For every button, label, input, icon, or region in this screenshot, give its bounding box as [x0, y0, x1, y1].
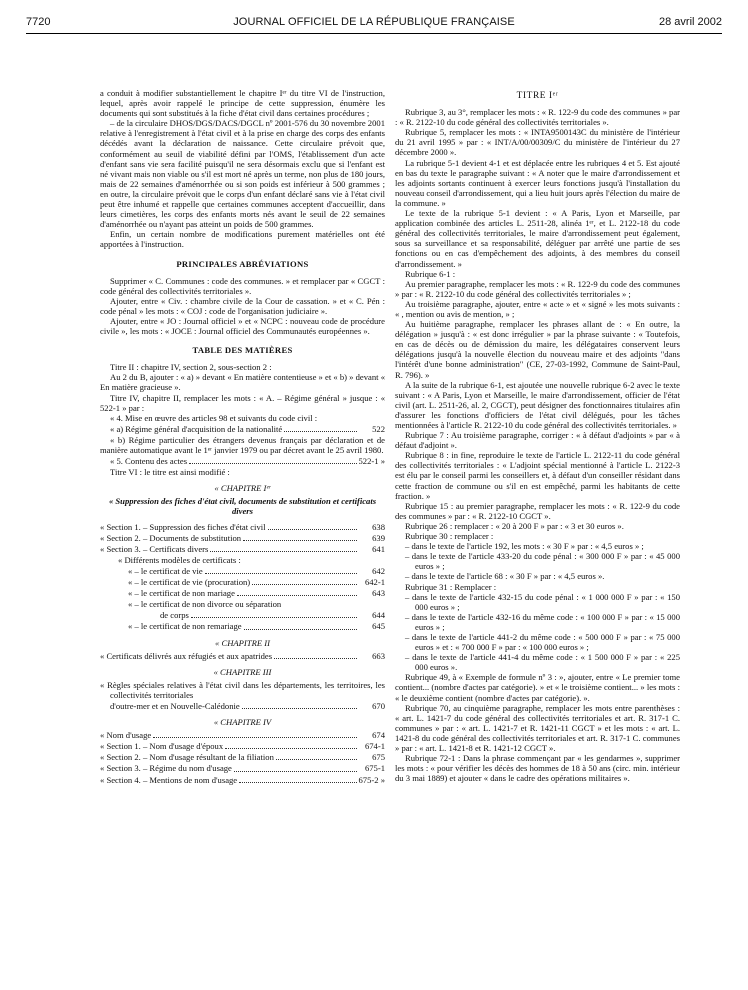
list-item: – dans le texte de l'article 441-2 du même code : « 500 000 F » par : « 75 000 euros » et : « 700 000 F » par : « 100 000 euros » ; [405, 631, 680, 653]
header-rule [26, 33, 722, 34]
list-item: – dans le texte de l'article 433-20 du code pénal : « 300 000 F » par : « 45 000 euros » ; [405, 551, 680, 572]
toc-entry: « 5. Contenu des actes 522-1 » [110, 456, 385, 467]
page-header [26, 15, 722, 31]
toc-entry: « a) Régime général d'acquisition de la nationalité 522 [110, 423, 385, 434]
page-number: 7720 [26, 16, 51, 28]
paragraph: a conduit à modifier substantiellement le chapitre Iᵉʳ du titre VI de l'instruction, lequel, après avoir rappelé le principe de cette suppression, énumère les documents qui sont substitués à la fiche d'état civil dans certaines procédures ; [100, 88, 385, 119]
paragraph: Rubrique 5, remplacer les mots : « INTA9500143C du ministère de l'intérieur du 21 avril 1995 » par : « INT/A/00/00309/C du ministère de l'intérieur du 27 décembre 2000 ». [395, 127, 680, 158]
paragraph: Ajouter, entre « JO : Journal officiel » et « NCPC : nouveau code de procédure civile », les mots : « JOCE : Journal officiel des Communautés européennes ». [100, 315, 385, 337]
toc-entry: « Section 3. – Régime du nom d'usage 675-1 [100, 763, 385, 774]
toc-entry: « Section 1. – Nom d'usage d'époux 674-1 [100, 741, 385, 752]
paragraph: « Différents modèles de certificats : [118, 554, 241, 565]
toc-entry: « – le certificat de vie 642 [128, 565, 385, 576]
chapter-heading: « CHAPITRE IV [213, 717, 272, 728]
toc-entry: de corps 644 [160, 610, 385, 621]
paragraph: Le texte de la rubrique 5-1 devient : « A Paris, Lyon et Marseille, par application combinée des articles L. 2511-28, alinéa 1ᵉʳ, et L. 2122-18 du code général des collectivités territoriales, le maire d'arrondissement peut également, sous sa surveillance et sa responsabilité, déléguer par arrêté une partie de ses fonctions ou en cas d'empêchement des adjoints, à des membres du conseil d'arrondissement. » [395, 208, 680, 269]
toc-entry: « – le certificat de non remariage 645 [128, 621, 385, 632]
paragraph: « b) Régime particulier des étrangers devenus français par déclaration et de manière automatique avant le 1ᵉʳ janvier 1979 ou par décret avant le 25 avril 1980. [100, 434, 385, 455]
toc-entry: « – le certificat de vie (procuration) 642-1 [128, 577, 385, 588]
toc-entry: « Nom d'usage 674 [100, 730, 385, 741]
list-item: – dans le texte de l'article 441-4 du même code : « 1 500 000 F » par : « 225 000 euros ». [405, 652, 680, 673]
paragraph: Rubrique 7 : Au troisième paragraphe, corriger : « à défaut d'adjoints » par « à défaut d'adjoint ». [395, 430, 680, 451]
paragraph: Rubrique 3, au 3°, remplacer les mots : « R. 122-9 du code des communes » par : « R. 2122-10 du code général des collectivités territoriales ». [395, 107, 680, 128]
paragraph: Au troisième paragraphe, ajouter, entre « acte » et « signé » les mots suivants : « , mention ou avis de mention, » ; [395, 298, 680, 319]
paragraph: Au premier paragraphe, remplacer les mots : « R. 122-9 du code des communes » par : « R. 2122-10 du code général des collectivités territoriales » ; [395, 278, 680, 299]
paragraph: – de la circulaire DHOS/DGS/DACS/DGCL nº 2001-576 du 30 novembre 2001 relative à l'enregistrement à l'état civil et à la prise en charge des corps des enfants décédés avant la déclaration de naissance. Cette circulaire prévoit que, conformément au seuil de viabilité défini par l'OMS, l'établissement d'un acte d'enfant sans vie sera facilité puisqu'il ne sera désormais exclu que si l'enfant est né vivant mais non viable ou s'il est mort né après un terme, non plus de 180 jours, mais de 22 semaines d'aménorrhée ou si son poids est inférieur à 500 grammes ; en outre, la circulaire prévoit que le corps d'un enfant déclaré sans vie à l'état civil peut être inhumé et rappelle que certaines communes acceptent d'accueillir, dans leurs cimetières, les corps des enfants morts nés avant le seuil de 22 semaines d'aménorrhée ou n'ayant pas atteint un poids de 500 grammes. [100, 118, 385, 230]
paragraph: « 4. Mise en œuvre des articles 98 et suivants du code civil : [110, 412, 318, 423]
list-item: – dans le texte de l'article 432-16 du même code : « 100 000 F » par : « 15 000 euros » ; [405, 611, 680, 632]
paragraph: Rubrique 49, à « Exemple de formule nº 3 : », ajouter, entre « Le premier tome contient... (nombre d'actes par catégorie). » et « le troisième contient... » les mots : « le deuxième contient (nombre d'actes par catégorie). ». [395, 672, 680, 703]
toc-entry: « Section 3. – Certificats divers 641 [100, 543, 385, 554]
toc-entry: « Section 2. – Nom d'usage résultant de la filiation 675 [100, 752, 385, 763]
toc-entry: « – le certificat de non mariage 643 [128, 588, 385, 599]
list-item: – dans le texte de l'article 68 : « 30 F » par : « 4,5 euros ». [405, 571, 605, 582]
paragraph: Rubrique 8 : in fine, reproduire le texte de l'article L. 2122-11 du code général des collectivités territoriales : « L'adjoint spécial mentionné à l'article L. 2122-3 est élu par le conseil parmi les conseillers et, à défaut d'un conseiller résidant dans cette fraction de commune ou s'il en est empêché, parmi les habitants de cette fraction. » [395, 450, 680, 501]
journal-title: JOURNAL OFFICIEL DE LA RÉPUBLIQUE FRANÇAISE [233, 16, 515, 28]
chapter-heading: « CHAPITRE Iᵉʳ [214, 483, 271, 494]
chapter-title: « Suppression des fiches d'état civil, documents de substitution et certificats divers [108, 496, 377, 517]
paragraph: La rubrique 5-1 devient 4-1 et est déplacée entre les rubriques 4 et 5. Est ajouté en bas du texte le paragraphe suivant : « A noter que le maire d'arrondissement et les adjoints sortants continuent à exercer leurs fonctions jusqu'à l'installation du nouveau conseil d'arrondissement, qui a lieu huit jours après l'élection du maire de la commune. » [395, 157, 680, 208]
paragraph: Rubrique 15 : au premier paragraphe, remplacer les mots : « R. 122-9 du code des communes » par : « R. 2122-10 CGCT ». [395, 500, 680, 521]
paragraph: Rubrique 31 : Remplacer : [405, 581, 497, 592]
paragraph: Au huitième paragraphe, remplacer les phrases allant de : « En outre, la délégation » jusqu'à : « est donc irrégulier » par la phrase suivante : « Toutefois, en cas de décès ou de démission du maire, les délégataires conservent leurs délégations jusqu'à la nouvelle élection du nouveau maire et des adjoints "dans l'intérêt d'une bonne administration" (CE, 27-03-1992, Commune de Saint-Paul, R. 796). » [395, 319, 680, 380]
paragraph: Rubrique 6-1 : [405, 268, 456, 279]
paragraph: « Règles spéciales relatives à l'état civil dans les départements, les territoires, les collectivités territoriales [100, 679, 385, 700]
toc-entry: « Section 4. – Mentions de nom d'usage 675-2 » [100, 774, 385, 785]
paragraph: Titre IV, chapitre II, remplacer les mots : « A. – Régime général » jusque : « 522-1 » par : [100, 392, 385, 413]
paragraph: Rubrique 30 : remplacer : [405, 531, 494, 542]
right-column [395, 88, 680, 783]
toc-entry: « Certificats délivrés aux réfugiés et aux apatrides 663 [100, 650, 385, 661]
paragraph: Ajouter, entre « Civ. : chambre civile de la Cour de cassation. » et « C. Pén : code pénal » les mots : « COJ : code de l'organisation judiciaire ». [100, 295, 385, 316]
paragraph: A la suite de la rubrique 6-1, est ajoutée une nouvelle rubrique 6-2 avec le texte suivant : « A Paris, Lyon et Marseille, le maire d'arrondissement, officier de l'état civil (art. L. 2511-26, al. 2, CGCT), peut désigner des fonctionnaires titulaires afin d'assurer les fonctions d'officiers de l'état civil délégués, pour les tâches mentionnées à l'article R. 2122-10 du code général des collectivités territoriales. » [395, 379, 680, 430]
abbreviations-heading: PRINCIPALES ABRÉVIATIONS [176, 258, 309, 269]
title-heading: TITRE Iᵉʳ [516, 91, 559, 101]
paragraph: Enfin, un certain nombre de modifications purement matérielles ont été apportées à l'instruction. [100, 229, 385, 250]
list-item: – dans le texte de l'article 192, les mots : « 30 F » par : « 4,5 euros » ; [405, 541, 644, 552]
list-item: – dans le texte de l'article 432-15 du code pénal : « 1 000 000 F » par : « 150 000 euros » ; [405, 591, 680, 612]
paragraph: Titre II : chapitre IV, section 2, sous-section 2 : [110, 362, 272, 373]
publication-date: 28 avril 2002 [659, 16, 722, 28]
table-of-contents-heading: TABLE DES MATIÈRES [192, 345, 293, 356]
paragraph: Rubrique 72-1 : Dans la phrase commençant par « les gendarmes », supprimer les mots : « pour vérifier les décès des hommes de 18 à 50 ans (circ. min. intérieur du 3 mai 1889) et ajouter « dans le cadre des opérations militaires ». [395, 753, 680, 784]
toc-entry: « Section 2. – Documents de substitution 639 [100, 532, 385, 543]
left-column [100, 88, 385, 786]
toc-entry: « Section 1. – Suppression des fiches d'état civil 638 [100, 521, 385, 532]
paragraph: Rubrique 70, au cinquième paragraphe, remplacer les mots entre parenthèses : « art. L. 1421-7 du code général des collectivités territoriales et art. R. 317-1 C. communes » par : « art. L. 1421-7 et R. 1421-11 CGCT » et les mots : « art. L. 1421-8 du code général des collectivités territoriales et art. R. 317-1 C. communes » par : « art. L. 1421-8 et R. 1421-12 CGCT ». [395, 702, 680, 753]
paragraph: Au 2 du B, ajouter : « a) » devant « En matière contentieuse » et « b) » devant « En matière gracieuse ». [100, 372, 385, 393]
paragraph: Supprimer « C. Communes : code des communes. » et remplacer par « CGCT : code général des collectivités territoriales ». [100, 275, 385, 296]
paragraph: Rubrique 26 : remplacer : « 20 à 200 F » par : « 3 et 30 euros ». [405, 520, 624, 531]
chapter-heading: « CHAPITRE III [213, 666, 272, 677]
toc-entry: d'outre-mer et en Nouvelle-Calédonie 670 [110, 700, 385, 711]
chapter-heading: « CHAPITRE II [215, 637, 270, 648]
paragraph: « – le certificat de non divorce ou séparation [128, 599, 282, 610]
paragraph: Titre VI : le titre est ainsi modifié : [110, 467, 230, 478]
